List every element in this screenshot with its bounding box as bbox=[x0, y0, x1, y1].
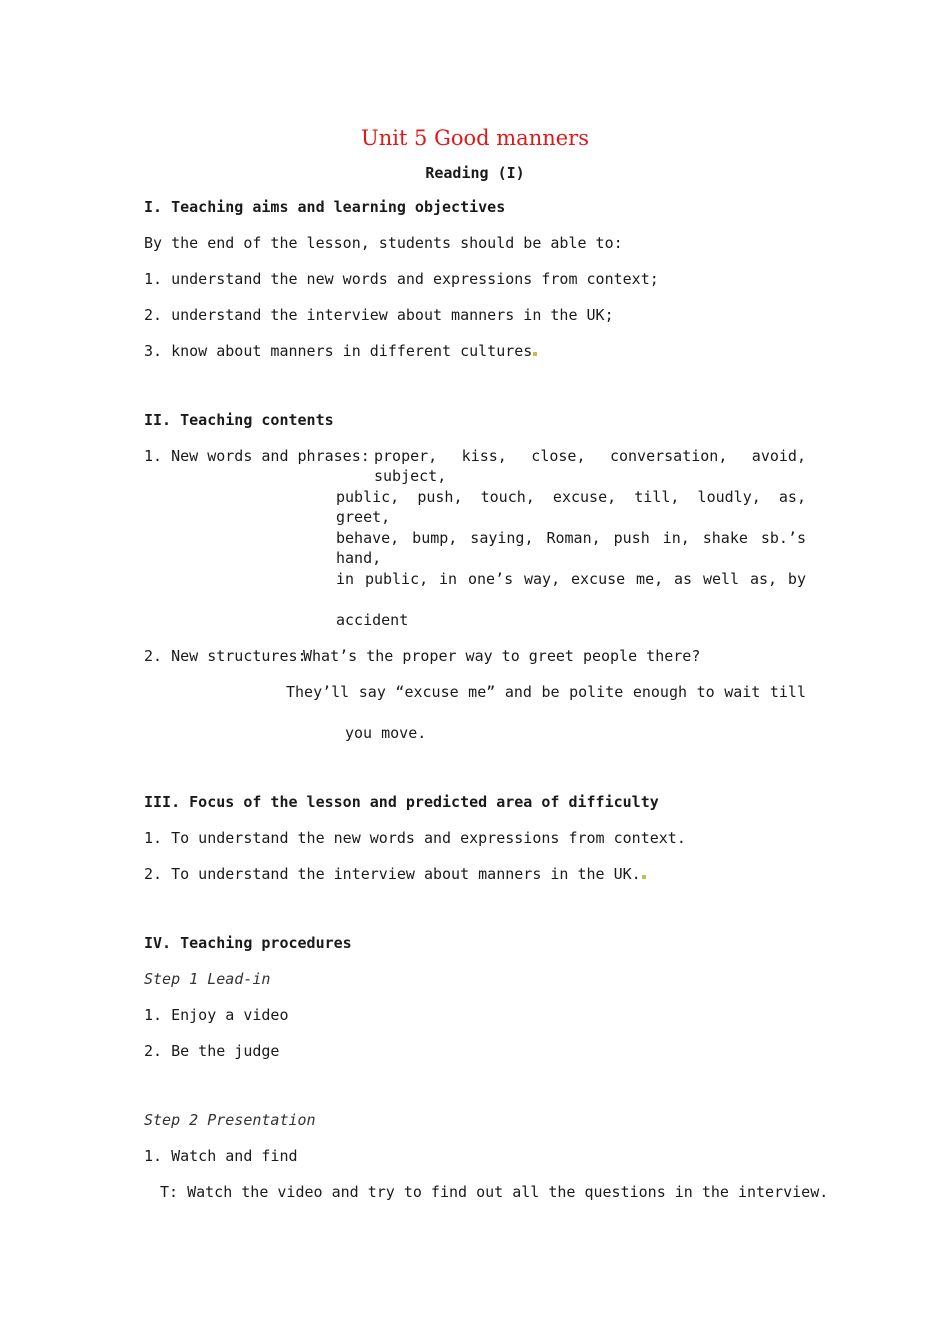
structure-2b: you move. bbox=[345, 724, 427, 742]
step2-item-1: 1. Watch and find bbox=[144, 1147, 298, 1165]
section-heading-focus: III. Focus of the lesson and predicted area of difficulty bbox=[144, 793, 659, 811]
document-subtitle: Reading (I) bbox=[425, 164, 525, 182]
aims-item-2: 2. understand the interview about manners in the UK; bbox=[144, 306, 614, 324]
structure-2a: They’ll say “excuse me” and be polite enough to wait till bbox=[286, 683, 806, 701]
focus-item-2-text: 2. To understand the interview about manners in the UK. bbox=[144, 865, 641, 883]
section-heading-contents: II. Teaching contents bbox=[144, 411, 334, 429]
words-label: 1. New words and phrases: bbox=[144, 447, 370, 465]
aims-item-1: 1. understand the new words and expressions from context; bbox=[144, 270, 659, 288]
words-line-2: public, push, touch, excuse, till, loudly, as, greet, bbox=[336, 488, 806, 526]
structures-label: 2. New structures: bbox=[144, 647, 307, 665]
structure-1: What’s the proper way to greet people there? bbox=[303, 647, 701, 665]
aims-item-3-text: 3. know about manners in different cultures bbox=[144, 342, 533, 360]
document-title: Unit 5 Good manners bbox=[361, 126, 589, 150]
step2-teacher-line: T: Watch the video and try to find out all the questions in the interview. bbox=[160, 1183, 829, 1201]
words-line-3: behave, bump, saying, Roman, push in, shake sb.’s hand, bbox=[336, 529, 806, 567]
focus-item-1: 1. To understand the new words and expressions from context. bbox=[144, 829, 686, 847]
aims-item-3 bbox=[144, 341, 538, 361]
words-line-4: in public, in one’s way, excuse me, as well as, by bbox=[336, 570, 806, 588]
aims-intro: By the end of the lesson, students should be able to: bbox=[144, 234, 623, 252]
step1-item-2: 2. Be the judge bbox=[144, 1042, 280, 1060]
edit-mark bbox=[642, 875, 646, 879]
focus-item-2 bbox=[144, 864, 647, 884]
step1-title: Step 1 Lead-in bbox=[144, 970, 271, 988]
words-line-1: proper, kiss, close, conversation, avoid, subject, bbox=[374, 447, 806, 485]
section-heading-procedures: IV. Teaching procedures bbox=[144, 934, 352, 952]
section-heading-aims: I. Teaching aims and learning objectives bbox=[144, 198, 506, 216]
words-line-5: accident bbox=[336, 611, 409, 629]
step1-item-1: 1. Enjoy a video bbox=[144, 1006, 289, 1024]
step2-title: Step 2 Presentation bbox=[144, 1111, 316, 1129]
edit-mark bbox=[533, 352, 537, 356]
